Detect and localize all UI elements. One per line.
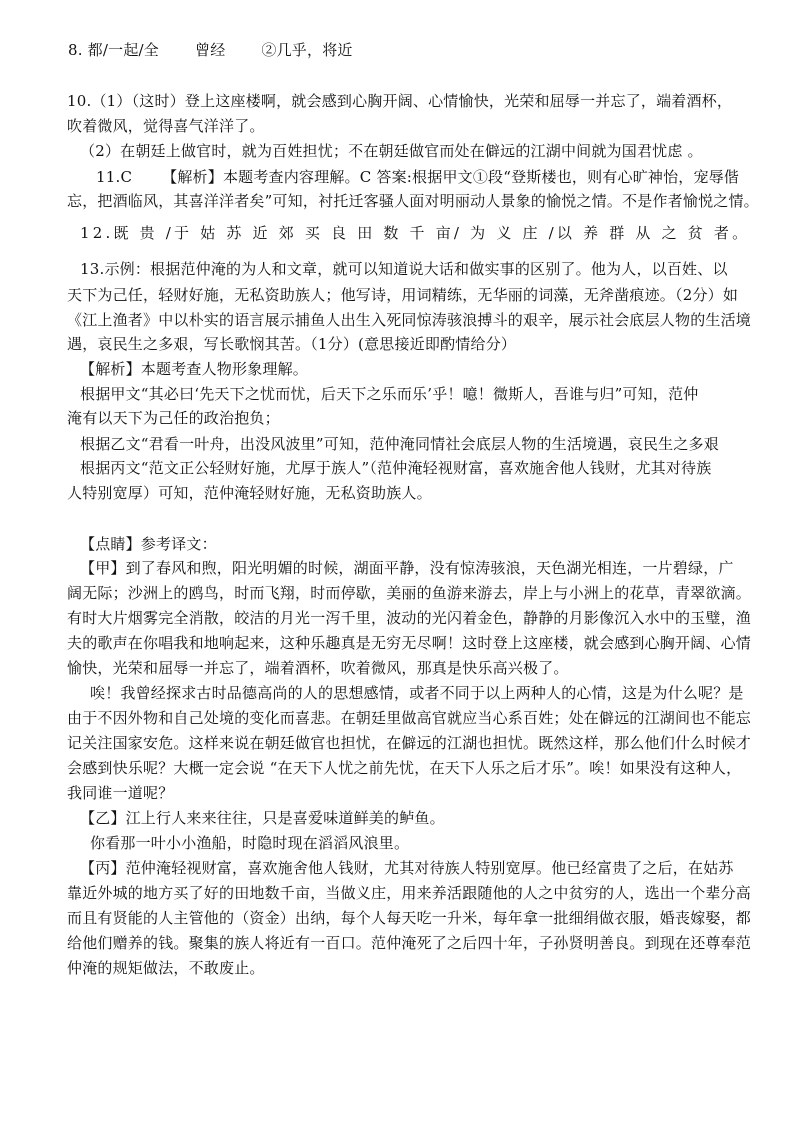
answer-11-line-2: 忘，把酒临风，其喜洋洋者矣”可知，衬托迁客骚人面对明丽动人景象的愉悦之情。不是作者愉悦之情。 — [67, 192, 759, 210]
answer-13-line-8: 根据乙文“君看一叶舟，出没风波里”可知，范仲淹同情社会底层人物的生活境遇，哀民生之多艰 — [80, 435, 719, 453]
answer-11-line-1 — [96, 167, 739, 187]
translation-ai-line-1: 唉！我曾经探求古时品德高尚的人的思想感情，或者不同于以上两种人的心情，这是为什么呢？是 — [90, 684, 744, 702]
answer-8-part-a: 8. 都/一起/全 — [68, 41, 159, 59]
answer-10-line-2: 吹着微风，觉得喜气洋洋了。 — [67, 117, 265, 135]
answer-8-part-c: ②几乎，将近 — [261, 41, 353, 59]
translation-ai-line-5: 我同谁一道呢？ — [67, 784, 174, 802]
answer-10-line-1: 10.（1）（这时）登上这座楼啊，就会感到心胸开阔、心情愉快，光荣和屈辱一并忘了，端着酒杯， — [67, 92, 733, 110]
translation-bing-line-4: 给他们赠养的钱。聚集的族人将近有一百口。范仲淹死了之后四十年，子孙贤明善良。到现在还尊奉范 — [67, 934, 752, 952]
translation-yi-line-2: 你看那一叶小小渔船，时隐时现在滔滔风浪里。 — [90, 834, 410, 852]
answer-13-line-9: 根据丙文“范文正公轻财好施，尤厚于族人”（范仲淹轻视财富，喜欢施舍他人钱财，尤其对待族 — [80, 459, 712, 477]
translation-bing-line-2: 靠近外城的地方买了好的田地数千亩，当做义庄，用来养活跟随他的人之中贫穷的人，选出一个辈分高 — [67, 884, 752, 902]
answer-13-line-7: 淹有以天下为己任的政治抱负； — [67, 409, 280, 427]
translation-jia-line-5: 愉快，光荣和屈辱一并忘了，端着酒杯，吹着微风，那真是快乐高兴极了。 — [67, 659, 569, 677]
translation-ai-line-2: 由于不因外物和自己处境的变化而喜悲。在朝廷里做高官就应当心系百姓；处在僻远的江湖间也不能忘 — [67, 709, 752, 727]
translation-ai-line-4: 会感到快乐呢？大概一定会说 “在天下人忧之前先忧，在天下人乐之后才乐”。唉！如果没有这种人， — [67, 759, 742, 777]
translation-jia-line-4: 夫的歌声在你唱我和地响起来，这种乐趣真是无穷无尽啊！这时登上这座楼，就会感到心胸开阔、心情 — [67, 634, 752, 652]
answer-8-part-b: 曾经 — [195, 41, 226, 59]
answer-13-line-3: 《江上渔者》中以朴实的语言展示捕鱼人出生入死同惊涛骇浪搏斗的艰辛，展示社会底层人物的生活境 — [67, 311, 752, 329]
translation-bing-line-3: 而且有贤能的人主管他的（资金）出纳，每个人每天吃一升米，每年拿一批细绢做衣服，婚丧嫁娶，都 — [67, 909, 752, 927]
answer-12: 12.既 贵 /于 姑 苏 近 郊 买 良 田 数 千 亩/ 为 义 庄 /以 养 群 从 之 贫 者。 — [80, 224, 751, 242]
answer-11-number: 11.C — [96, 168, 133, 186]
answer-13-line-5: 【解析】本题考查人物形象理解。 — [80, 360, 309, 378]
answer-10-line-3: （2）在朝廷上做官时，就为百姓担忧；不在朝廷做官而处在僻远的江湖中间就为国君忧虑 。 — [80, 142, 703, 160]
translation-bing-line-5: 仲淹的规矩做法，不敢废止。 — [67, 959, 265, 977]
answer-13-line-4: 遇，哀民生之多艰，写长歌悯其苦。（1分）(意思接近即酌情给分） — [67, 335, 517, 353]
translation-heading: 【点睛】参考译文： — [80, 535, 217, 553]
answer-13-line-6: 根据甲文“其必曰‘先天下之忧而忧，后天下之乐而乐’乎！噫！微斯人，吾谁与归”可知，范仲 — [80, 385, 699, 403]
answer-13-line-10: 人特别宽厚）可知，范仲淹轻财好施，无私资助族人。 — [67, 484, 432, 502]
translation-bing-line-1: 【丙】范仲淹轻视财富，喜欢施舍他人钱财，尤其对待族人特别宽厚。他已经富贵了之后，在姑苏 — [80, 859, 734, 877]
translation-jia-line-3: 有时大片烟雾完全消散，皎洁的月光一泻千里，波动的光闪着金色，静静的月影像沉入水中的玉璧，渔 — [67, 609, 752, 627]
translation-jia-line-1: 【甲】到了春风和煦，阳光明媚的时候，湖面平静，没有惊涛骇浪，天色湖光相连，一片碧绿，广 — [80, 559, 734, 577]
answer-13-line-2: 天下为己任，轻财好施，无私资助族人；他写诗，用词精练，无华丽的词藻，无斧凿痕迹。（2分）如 — [67, 286, 739, 304]
translation-yi-line-1: 【乙】江上行人来来往往，只是喜爱味道鲜美的鲈鱼。 — [80, 809, 445, 827]
translation-jia-line-2: 阔无际；沙洲上的鸥鸟，时而飞翔，时而停歇，美丽的鱼游来游去，岸上与小洲上的花草，青翠欲滴。 — [67, 584, 752, 602]
translation-ai-line-3: 记关注国家安危。这样来说在朝廷做官也担忧，在僻远的江湖也担忧。既然这样，那么他们什么时候才 — [67, 734, 752, 752]
answer-13-line-1: 13.示例：根据范仲淹的为人和文章，就可以知道说大话和做实事的区别了。他为人，以百姓、以 — [80, 260, 728, 278]
answer-8 — [68, 40, 353, 60]
answer-11-analysis: 【解析】本题考查内容理解。C 答案:根据甲文①段“登斯楼也，则有心旷神怡，宠辱偕 — [162, 168, 740, 186]
